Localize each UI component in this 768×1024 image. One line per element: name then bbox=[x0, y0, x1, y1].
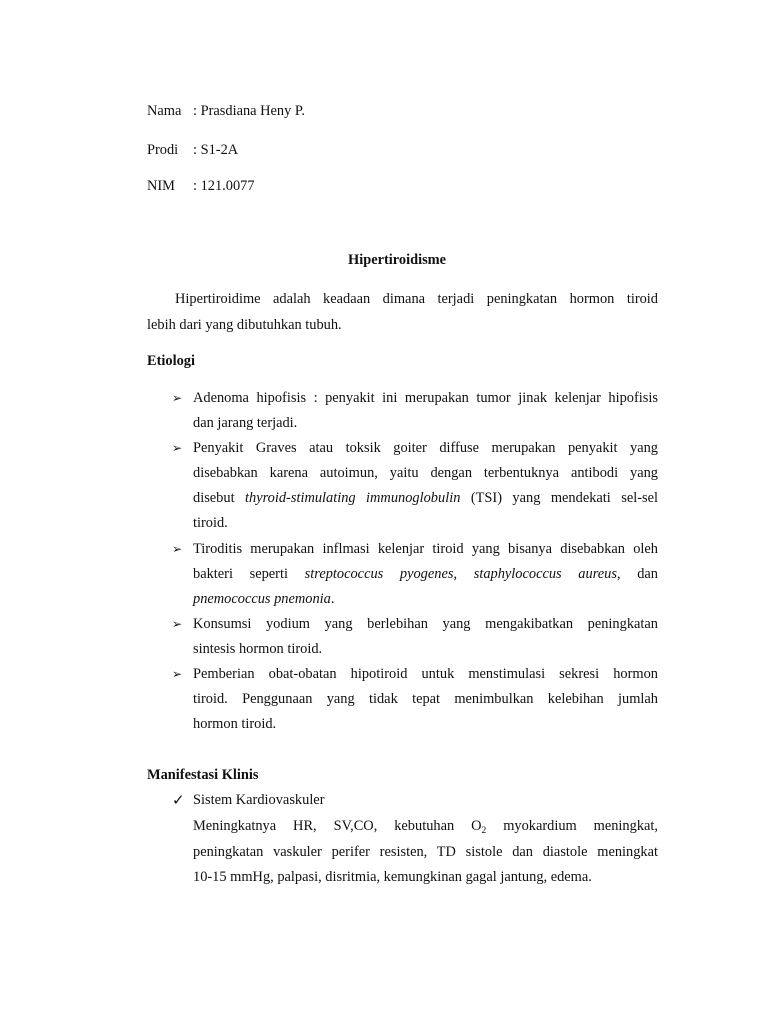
manifestasi-line-3: 10-15 mmHg, palpasi, disritmia, kemungkinan gagal jantung, edema. bbox=[193, 869, 592, 885]
etiologi-item-1-line-2: dan jarang terjadi. bbox=[193, 415, 298, 431]
manifestasi-subheading: Sistem Kardiovaskuler bbox=[193, 792, 325, 808]
etiologi-item-4-line-1: Konsumsi yodium yang berlebihan yang mengakibatkan peningkatan bbox=[193, 616, 658, 632]
nama-value: : Prasdiana Heny P. bbox=[193, 103, 305, 119]
etiologi-item-2-line-3 bbox=[193, 490, 658, 507]
manifestasi-line-1 bbox=[193, 818, 658, 835]
intro-line-1: Hipertiroidime adalah keadaan dimana terjadi peningkatan hormon tiroid bbox=[175, 291, 658, 307]
arrow-bullet-icon: ➢ bbox=[172, 667, 183, 681]
arrow-bullet-icon: ➢ bbox=[172, 617, 183, 631]
italic-term: thyroid-stimulating immunoglobulin bbox=[245, 490, 461, 506]
etiologi-item-5-line-1: Pemberian obat-obatan hipotiroid untuk menstimulasi sekresi hormon bbox=[193, 666, 658, 682]
text-run: , dan bbox=[616, 566, 658, 582]
etiologi-item-3-line-1: Tiroditis merupakan inflmasi kelenjar tiroid yang bisanya disebabkan oleh bbox=[193, 541, 658, 557]
intro-line-2: lebih dari yang dibutuhkan tubuh. bbox=[147, 317, 342, 333]
etiologi-heading: Etiologi bbox=[147, 353, 195, 369]
manifestasi-line-2: peningkatan vaskuler perifer resisten, TD sistole dan diastole meningkat bbox=[193, 844, 658, 860]
text-run: bakteri seperti bbox=[193, 566, 288, 582]
nama-label: Nama bbox=[147, 103, 182, 119]
checkmark-icon: ✓ bbox=[172, 793, 185, 809]
text-run: (TSI) yang mendekati sel-sel bbox=[470, 490, 658, 506]
italic-term: streptococcus pyogenes bbox=[304, 566, 454, 582]
etiologi-item-1-line-1: Adenoma hipofisis : penyakit ini merupakan tumor jinak kelenjar hipofisis bbox=[193, 390, 658, 406]
prodi-value: : S1-2A bbox=[193, 142, 239, 158]
subscript: 2 bbox=[481, 826, 487, 836]
arrow-bullet-icon: ➢ bbox=[172, 441, 183, 455]
arrow-bullet-icon: ➢ bbox=[172, 542, 183, 556]
etiologi-item-5-line-3: hormon tiroid. bbox=[193, 716, 277, 732]
etiologi-item-3-line-2 bbox=[193, 566, 658, 583]
prodi-label: Prodi bbox=[147, 142, 179, 158]
etiologi-item-2-line-1: Penyakit Graves atau toksik goiter diffuse merupakan penyakit yang bbox=[193, 440, 658, 456]
document-title: Hipertiroidisme bbox=[348, 252, 447, 268]
etiologi-item-2-line-4: tiroid. bbox=[193, 515, 228, 531]
italic-term: pnemococcus pnemonia bbox=[193, 591, 331, 607]
etiologi-item-3-line-3 bbox=[193, 591, 334, 608]
etiologi-item-2-line-2: disebabkan karena autoimun, yaitu dengan terbentuknya antibodi yang bbox=[193, 465, 658, 481]
arrow-bullet-icon: ➢ bbox=[172, 391, 183, 405]
text-run: . bbox=[330, 591, 335, 607]
nim-label: NIM bbox=[147, 178, 175, 194]
text-run: disebut bbox=[193, 490, 235, 506]
text-run: , bbox=[453, 566, 458, 582]
etiologi-item-4-line-2: sintesis hormon tiroid. bbox=[193, 641, 323, 657]
manifestasi-heading: Manifestasi Klinis bbox=[147, 767, 259, 783]
etiologi-item-5-line-2: tiroid. Penggunaan yang tidak tepat menimbulkan kelebihan jumlah bbox=[193, 691, 658, 707]
nim-value: : 121.0077 bbox=[193, 178, 255, 194]
italic-term: staphylococcus aureus bbox=[473, 566, 617, 582]
text-run: myokardium meningkat, bbox=[503, 818, 659, 834]
text-run: Meningkatnya HR, SV,CO, kebutuhan O bbox=[193, 818, 482, 834]
